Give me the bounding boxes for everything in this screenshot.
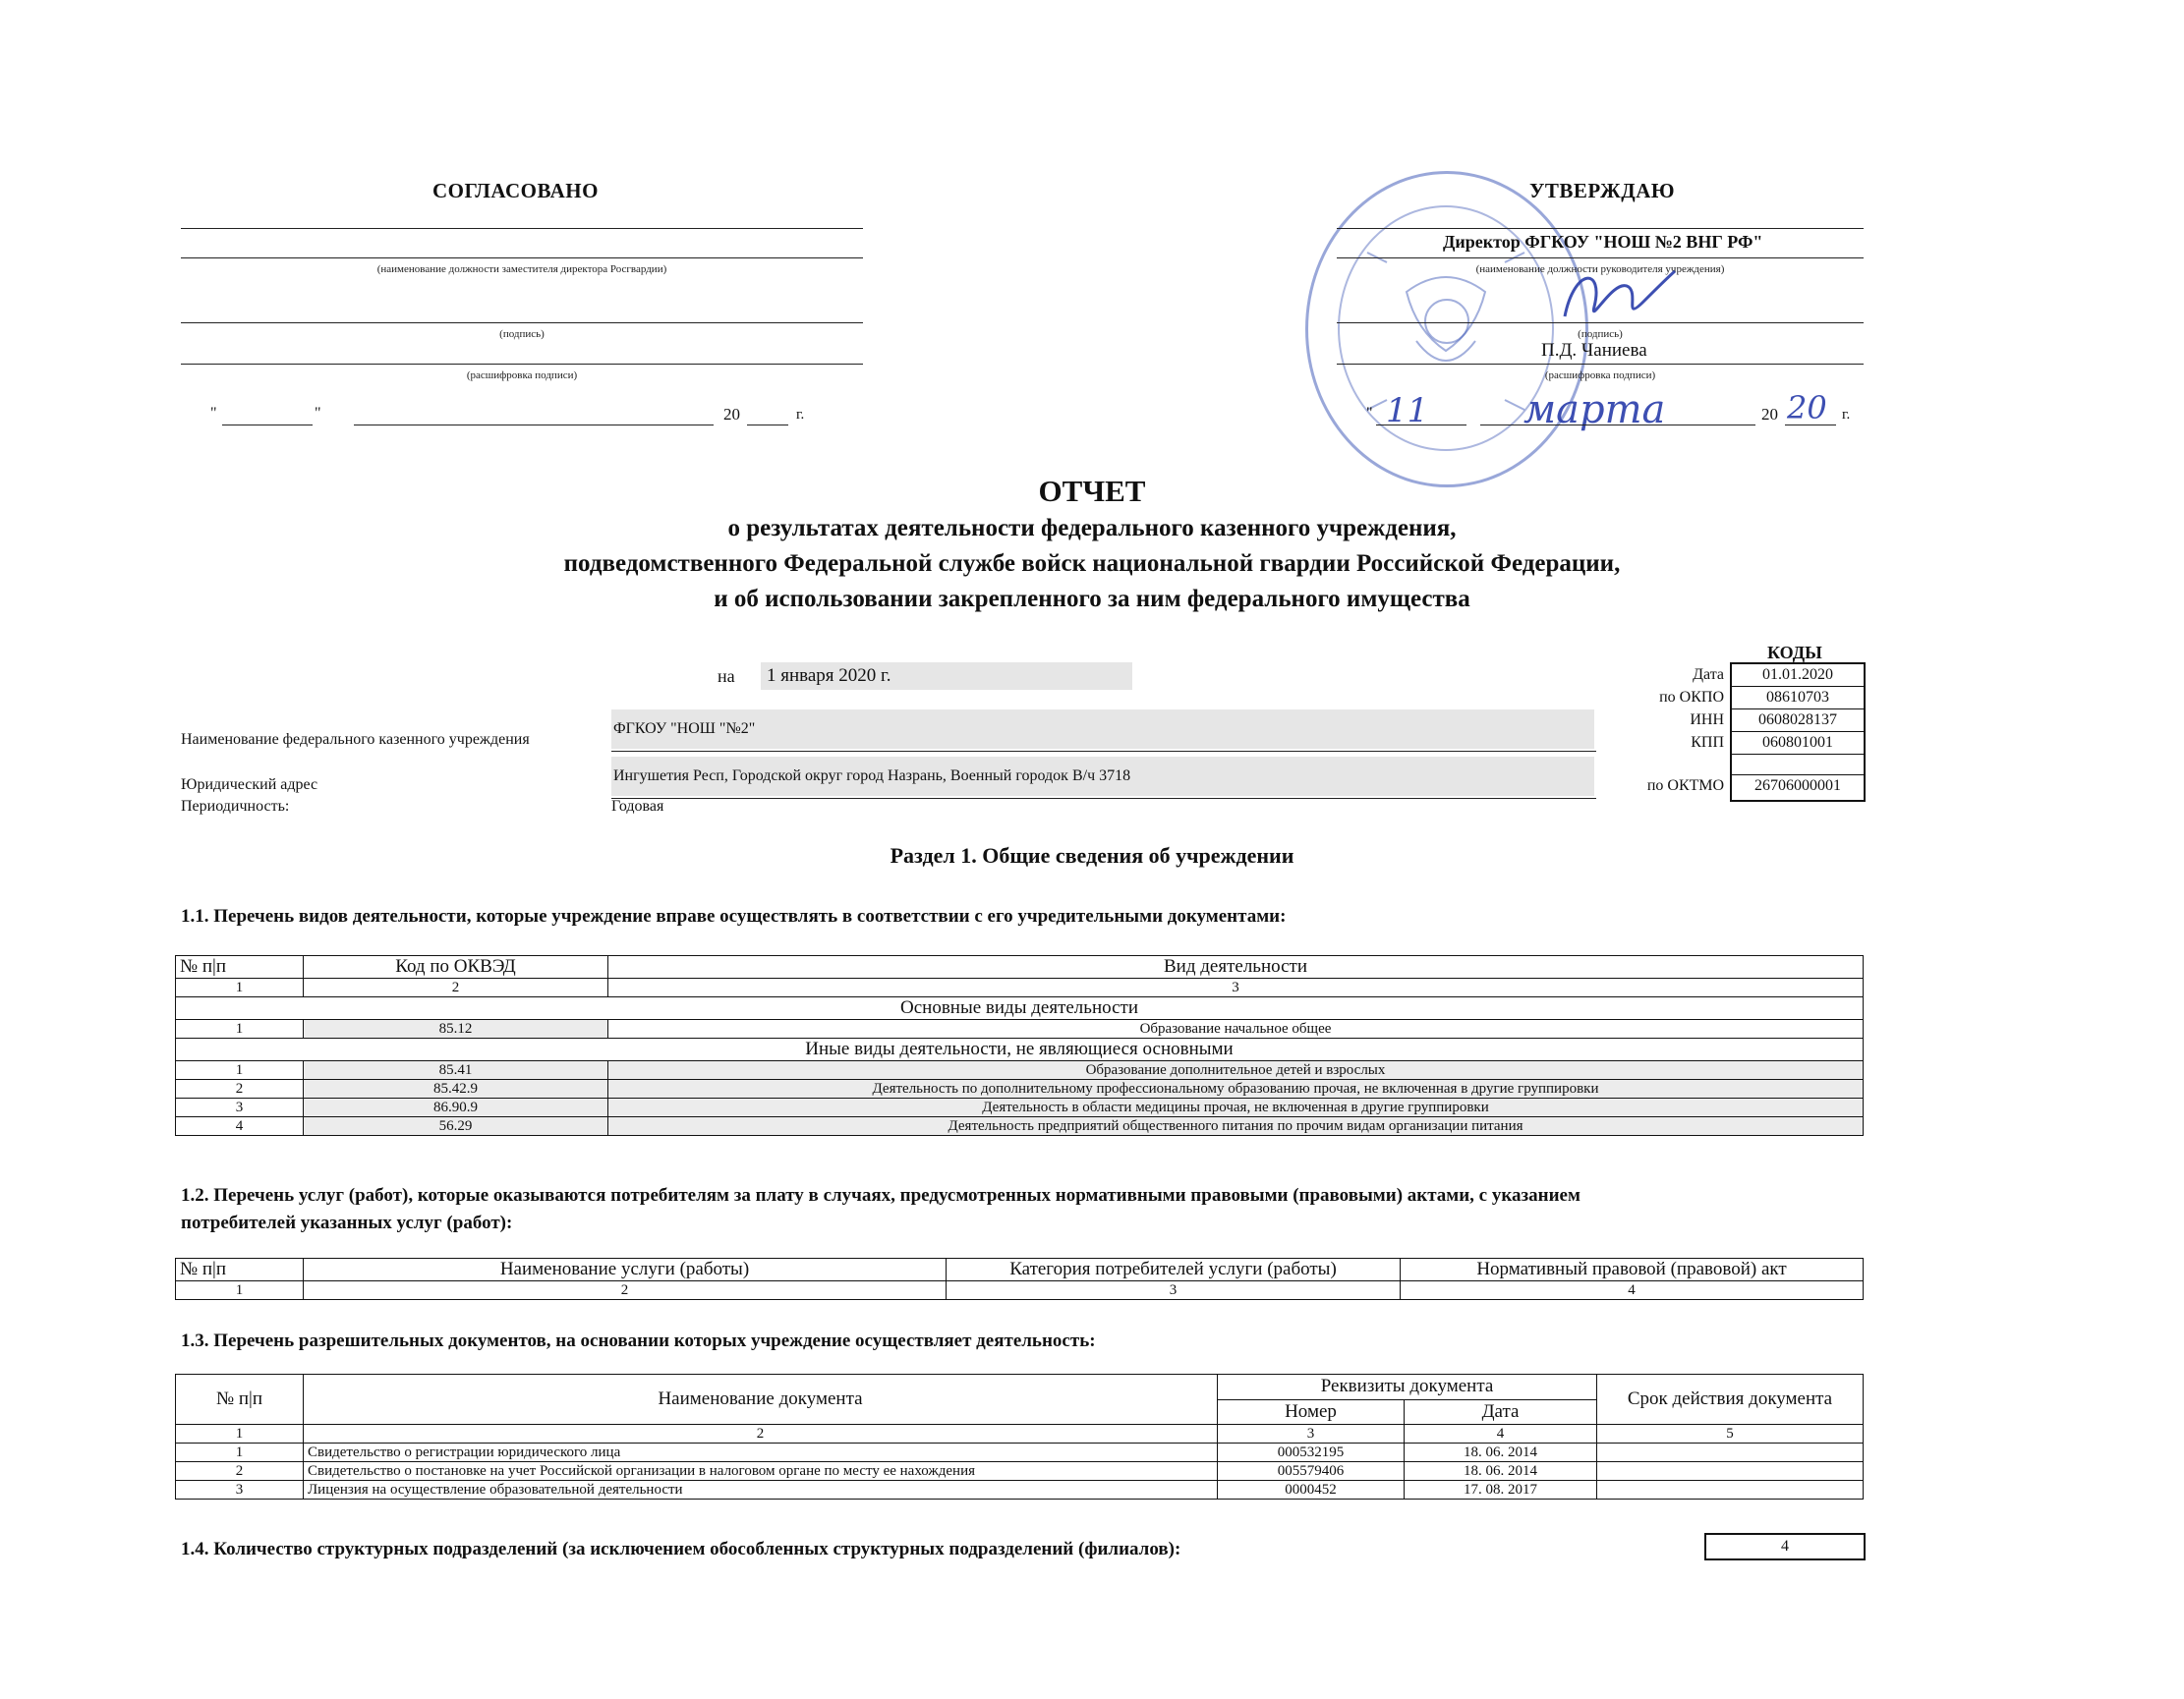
col-header-number: Номер: [1218, 1399, 1405, 1425]
codes-label-kpp: КПП: [1691, 734, 1724, 751]
row-name: Деятельность по дополнительному профессиональному образованию прочая, не включенная в другие группировки: [608, 1080, 1864, 1099]
table-num-row: [176, 1425, 1864, 1444]
row-doc-date: 17. 08. 2017: [1405, 1481, 1597, 1500]
col-num-1: 1: [176, 1425, 304, 1444]
codes-label-oktmo: по ОКТМО: [1646, 777, 1724, 794]
approve-year-handwritten: 20: [1787, 389, 1827, 426]
col-header-okved: Код по ОКВЭД: [304, 956, 608, 979]
report-subtitle-line-1: о результатах деятельности федерального казенного учреждения,: [727, 515, 1457, 541]
section-1-4-title: 1.4. Количество структурных подразделений (за исключением обособленных структурных подразделений (филиалов):: [181, 1539, 1181, 1559]
table-row: [176, 1462, 1864, 1481]
row-doc-name: Свидетельство о регистрации юридического лица: [304, 1444, 1218, 1462]
report-subtitle-line-2: подведомственного Федеральной службе войск национальной гвардии Российской Федерации,: [563, 550, 1621, 577]
table-header-row: [176, 1259, 1864, 1281]
section-1-2-title-line-1: 1.2. Перечень услуг (работ), которые оказываются потребителям за плату в случаях, предусмотренных нормативными правовыми (правовыми) актами, с указанием: [181, 1185, 1581, 1206]
handwritten-signature-icon: [1545, 257, 1683, 346]
group-other-label: Иные виды деятельности, не являющиеся основными: [176, 1039, 1864, 1061]
approval-position-caption: (наименование должности заместителя директора Росгвардии): [376, 263, 667, 275]
codes-value-empty: [1732, 755, 1864, 775]
row-doc-term: [1597, 1481, 1864, 1500]
address-value: Ингушетия Респ, Городской округ город Назрань, Военный городок В/ч 3718: [611, 757, 1594, 796]
col-header-requisites: Реквизиты документа: [1218, 1375, 1597, 1400]
table-row: [176, 1020, 1864, 1039]
institution-underline: [611, 751, 1596, 752]
table-header-row: [176, 956, 1864, 979]
row-name: Образование дополнительное детей и взрослых: [608, 1061, 1864, 1080]
row-num: 3: [176, 1481, 304, 1500]
col-num-2: 2: [304, 979, 608, 997]
col-num-5: 5: [1597, 1425, 1864, 1444]
col-header-consumers: Категория потребителей услуги (работы): [947, 1259, 1401, 1281]
table-header-row: [176, 1375, 1864, 1400]
approve-signature-caption: (подпись): [1578, 328, 1623, 340]
section-1-3-title: 1.3. Перечень разрешительных документов, на основании которых учреждение осуществляет деятельность:: [181, 1331, 1096, 1351]
col-num-3: 3: [947, 1281, 1401, 1300]
row-doc-date: 18. 06. 2014: [1405, 1444, 1597, 1462]
approve-year-prefix: 20: [1761, 405, 1778, 424]
section-1-1-title: 1.1. Перечень видов деятельности, которые учреждение вправе осуществлять в соответствии с его учредительными документами:: [181, 906, 1287, 927]
approval-signature-line: [181, 322, 863, 323]
col-num-3: 3: [1218, 1425, 1405, 1444]
permits-table: [175, 1374, 1864, 1500]
row-code: 85.12: [304, 1020, 608, 1039]
col-header-num: № п|п: [176, 1259, 304, 1281]
table-num-row: [176, 1281, 1864, 1300]
table-row: [176, 1099, 1864, 1117]
table-row: [176, 1061, 1864, 1080]
approve-position: Директор ФГКОУ "НОШ №2 ВНГ РФ": [1443, 232, 1763, 252]
col-header-activity: Вид деятельности: [608, 956, 1864, 979]
codes-value-kpp: 060801001: [1732, 732, 1864, 755]
section-1-2-title-line-2: потребителей указанных услуг (работ):: [181, 1213, 513, 1233]
report-date-value: 1 января 2020 г.: [761, 662, 1132, 690]
row-num: 1: [176, 1061, 304, 1080]
codes-label-inn: ИНН: [1690, 711, 1724, 728]
approve-line-1: [1337, 228, 1864, 229]
approval-title: СОГЛАСОВАНО: [432, 179, 599, 202]
structural-units-count: 4: [1704, 1533, 1866, 1560]
col-num-1: 1: [176, 979, 304, 997]
periodicity-value: Годовая: [611, 798, 664, 815]
approval-year-prefix: 20: [723, 405, 740, 424]
row-code: 85.41: [304, 1061, 608, 1080]
table-row: [176, 1481, 1864, 1500]
row-num: 3: [176, 1099, 304, 1117]
row-code: 85.42.9: [304, 1080, 608, 1099]
row-doc-name: Лицензия на осуществление образовательной деятельности: [304, 1481, 1218, 1500]
row-num: 2: [176, 1080, 304, 1099]
row-doc-number: 000532195: [1218, 1444, 1405, 1462]
codes-header: КОДЫ: [1767, 643, 1822, 662]
codes-value-inn: 0608028137: [1732, 709, 1864, 732]
report-date-on-label: на: [718, 666, 735, 686]
col-num-2: 2: [304, 1425, 1218, 1444]
col-num-3: 3: [608, 979, 1864, 997]
row-doc-name: Свидетельство о постановке на учет Российской организации в налоговом органе по месту ее нахождения: [304, 1462, 1218, 1481]
row-num: 1: [176, 1020, 304, 1039]
col-header-act: Нормативный правовой (правовой) акт: [1401, 1259, 1864, 1281]
col-header-service: Наименование услуги (работы): [304, 1259, 947, 1281]
approve-year-suffix: г.: [1842, 407, 1851, 423]
approve-date-quote-open: ": [1366, 405, 1373, 422]
report-title: ОТЧЕТ: [1038, 474, 1146, 508]
periodicity-label: Периодичность:: [181, 798, 290, 815]
row-doc-number: 0000452: [1218, 1481, 1405, 1500]
row-name: Деятельность в области медицины прочая, не включенная в другие группировки: [608, 1099, 1864, 1117]
row-doc-term: [1597, 1462, 1864, 1481]
row-code: 86.90.9: [304, 1099, 608, 1117]
group-row-main: [176, 997, 1864, 1020]
row-code: 56.29: [304, 1117, 608, 1136]
address-underline: [611, 798, 1596, 799]
row-name: Образование начальное общее: [608, 1020, 1864, 1039]
approve-name: П.Д. Чаниева: [1541, 340, 1647, 361]
col-header-num: № п|п: [176, 956, 304, 979]
institution-value: ФГКОУ "НОШ "№2": [611, 709, 1594, 749]
codes-value-date: 01.01.2020: [1732, 664, 1864, 687]
approve-title: УТВЕРЖДАЮ: [1529, 179, 1676, 202]
col-num-4: 4: [1401, 1281, 1864, 1300]
institution-label: Наименование федерального казенного учреждения: [181, 731, 530, 748]
group-main-label: Основные виды деятельности: [176, 997, 1864, 1020]
table-num-row: [176, 979, 1864, 997]
table-row: [176, 1080, 1864, 1099]
codes-label-okpo: по ОКПО: [1659, 689, 1724, 706]
row-doc-date: 18. 06. 2014: [1405, 1462, 1597, 1481]
col-header-date: Дата: [1405, 1399, 1597, 1425]
codes-value-okpo: 08610703: [1732, 687, 1864, 709]
row-doc-number: 005579406: [1218, 1462, 1405, 1481]
col-num-2: 2: [304, 1281, 947, 1300]
services-table: [175, 1258, 1864, 1300]
approval-signature-caption: (подпись): [499, 328, 545, 340]
report-subtitle-line-3: и об использовании закрепленного за ним федерального имущества: [714, 586, 1470, 612]
table-row: [176, 1117, 1864, 1136]
approve-day: 11: [1386, 391, 1429, 430]
row-num: 2: [176, 1462, 304, 1481]
approval-date-quote-close: ": [315, 405, 321, 422]
col-header-num: № п|п: [176, 1375, 304, 1425]
row-num: 1: [176, 1444, 304, 1462]
row-doc-term: [1597, 1444, 1864, 1462]
row-num: 4: [176, 1117, 304, 1136]
codes-label-date: Дата: [1693, 666, 1724, 683]
approve-decode-caption: (расшифровка подписи): [1544, 369, 1656, 381]
codes-box: [1730, 662, 1866, 802]
col-num-1: 1: [176, 1281, 304, 1300]
col-num-4: 4: [1405, 1425, 1597, 1444]
section-1-title: Раздел 1. Общие сведения об учреждении: [890, 843, 1294, 868]
group-row-other: [176, 1039, 1864, 1061]
approval-decode-caption: (расшифровка подписи): [466, 369, 578, 381]
approval-line-2: [181, 257, 863, 258]
activities-table: [175, 955, 1864, 1136]
approval-line-1: [181, 228, 863, 229]
address-label: Юридический адрес: [181, 776, 318, 793]
approve-position-caption: (наименование должности руководителя учреждения): [1475, 263, 1725, 275]
approve-decode-line: [1337, 364, 1864, 365]
approval-decode-line: [181, 364, 863, 365]
approve-month: марта: [1523, 387, 1666, 432]
approval-year-suffix: г.: [796, 407, 805, 423]
approval-date-quote-open: ": [210, 405, 217, 422]
col-header-term: Срок действия документа: [1597, 1375, 1864, 1425]
table-row: [176, 1444, 1864, 1462]
row-name: Деятельность предприятий общественного питания по прочим видам организации питания: [608, 1117, 1864, 1136]
col-header-doc-name: Наименование документа: [304, 1375, 1218, 1425]
codes-value-oktmo: 26706000001: [1754, 777, 1841, 794]
